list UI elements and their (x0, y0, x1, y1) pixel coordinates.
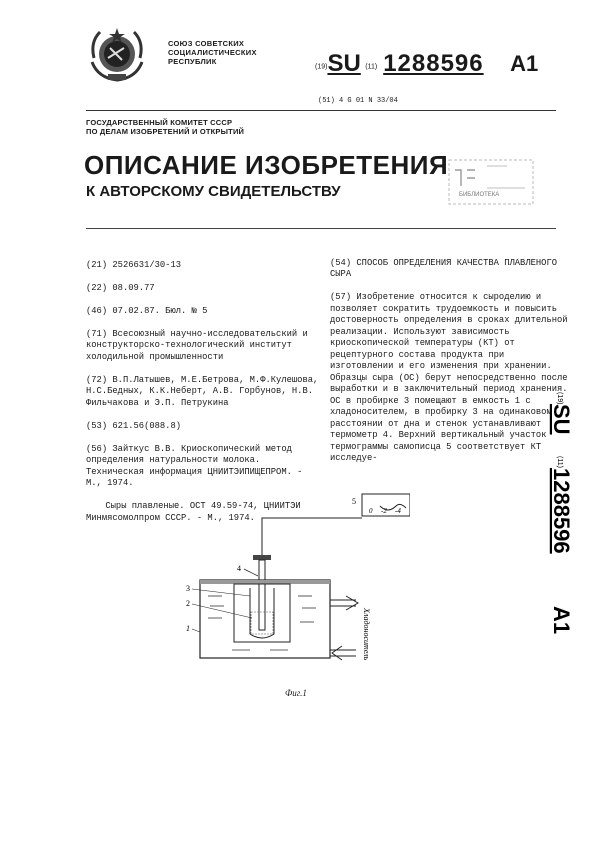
committee-line: ПО ДЕЛАМ ИЗОБРЕТЕНИЙ И ОТКРЫТИЙ (86, 127, 245, 136)
page-subtitle: К АВТОРСКОМУ СВИДЕТЕЛЬСТВУ (86, 183, 341, 200)
label-5: 5 (352, 497, 356, 506)
arrow-left-icon (332, 646, 342, 660)
thermometer-head (253, 555, 271, 560)
label-3: 3 (186, 584, 190, 593)
side-country-code: SU (549, 404, 574, 435)
chart-tick: 0 (369, 507, 373, 515)
chart-tick: -4 (395, 507, 401, 515)
org-line: РЕСПУБЛИК (168, 57, 217, 66)
country-code: SU (327, 50, 361, 77)
thermometer (259, 560, 265, 630)
ipc-code: G 01 N 33/04 (347, 97, 398, 105)
abstract-text: (57) Изобретение относится к сыроделию и позволяет сократить трудоемкость и повысить достоверность определения в сроках длительной реализации. Используют зависимость криоскопической температуры (КТ) от рецептурного состава продукта при изготовлении и его изменения при хранении. Образцы сыра (ОС) берут непосредственно после выработки и в заключительный период хранения. ОС в пробирке 3 помещают в емкость 1 с хладоносителем, в пробирку 3 на одинаковом расстоянии от дна и стенок устанавливают термометр 4. Верхний вертикальный участок термограммы самописца 5 соответствует КТ исследуе- (330, 292, 568, 463)
ipc-classification (318, 97, 398, 105)
arrow-right-icon (346, 596, 358, 610)
invention-title: (54) СПОСОБ ОПРЕДЕЛЕНИЯ КАЧЕСТВА ПЛАВЛЕНОГО СЫРА (330, 257, 557, 279)
ussr-emblem-icon (86, 24, 148, 84)
biblio-item: (53) 621.56(088.8) (86, 420, 182, 431)
side-number-label: (11) (556, 456, 563, 468)
org-line: СОЦИАЛИСТИЧЕСКИХ (168, 48, 257, 57)
label-2: 2 (186, 599, 190, 608)
committee-name (86, 118, 244, 136)
stamp-icon (447, 158, 535, 206)
patent-number: 1288596 (383, 50, 484, 77)
label-4: 4 (237, 564, 241, 573)
side-kind-code: A1 (549, 606, 574, 635)
figure-caption: Фиг.1 (285, 688, 307, 698)
org-line: СОЮЗ СОВЕТСКИХ (168, 39, 245, 48)
figure-1 (170, 484, 410, 689)
divider (86, 110, 556, 111)
chart-tick: -2 (381, 507, 387, 515)
patent-number-label: (11) (365, 63, 378, 71)
outlet-pipe (330, 600, 356, 606)
biblio-item: (46) 07.02.87. Бюл. № 5 (86, 305, 208, 316)
side-code-label: (19) (556, 392, 563, 405)
cheese-sample (251, 612, 273, 634)
stamp-text: БИБЛИОТЕКА (459, 192, 500, 198)
committee-line: ГОСУДАРСТВЕННЫЙ КОМИТЕТ СССР (86, 118, 233, 127)
biblio-item: (21) 2526631/30-13 (86, 259, 182, 270)
biblio-item: (72) В.П.Латышев, М.Е.Бетрова, М.Ф.Кулешова, Н.С.Бедных, К.К.Неберт, А.В. Горбунов, Н.В. Фильчакова и Э.П. Петрукина (86, 374, 319, 408)
patent-number-block (315, 50, 538, 78)
divider (86, 228, 556, 229)
country-name (168, 39, 257, 66)
abstract (330, 246, 568, 476)
country-code-label: (19) (315, 63, 328, 71)
inner-vessel (234, 584, 290, 642)
biblio-item: (56) Зайткус В.В. Криоскопический метод определения натуральности молока. Техническая информация ЦНИИТЭИПИЩЕПРОМ. - М., 1974. (86, 443, 303, 488)
vertical-patent-number (548, 352, 588, 662)
coolant-label: Хладоноситель (362, 608, 371, 661)
biblio-item: Сыры плавленые. ОСТ 49.59-74, ЦНИИТЭИ Минмясомолпром СССР. - М., 1974. (86, 501, 301, 523)
page-title: ОПИСАНИЕ ИЗОБРЕТЕНИЯ (84, 150, 449, 180)
biblio-item: (22) 08.09.77 (86, 282, 155, 293)
ipc-label: (51) 4 (318, 97, 344, 105)
label-1: 1 (186, 624, 190, 633)
lid (200, 580, 330, 584)
inlet-pipe (330, 650, 356, 656)
side-patent-number: 1288596 (549, 468, 574, 554)
library-stamp (447, 158, 535, 206)
biblio-item: (71) Всесоюзный научно-исследовательский и конструкторско-технологический институт холодильной промышленности (86, 328, 308, 362)
cable (262, 518, 362, 556)
kind-code: A1 (510, 51, 539, 76)
